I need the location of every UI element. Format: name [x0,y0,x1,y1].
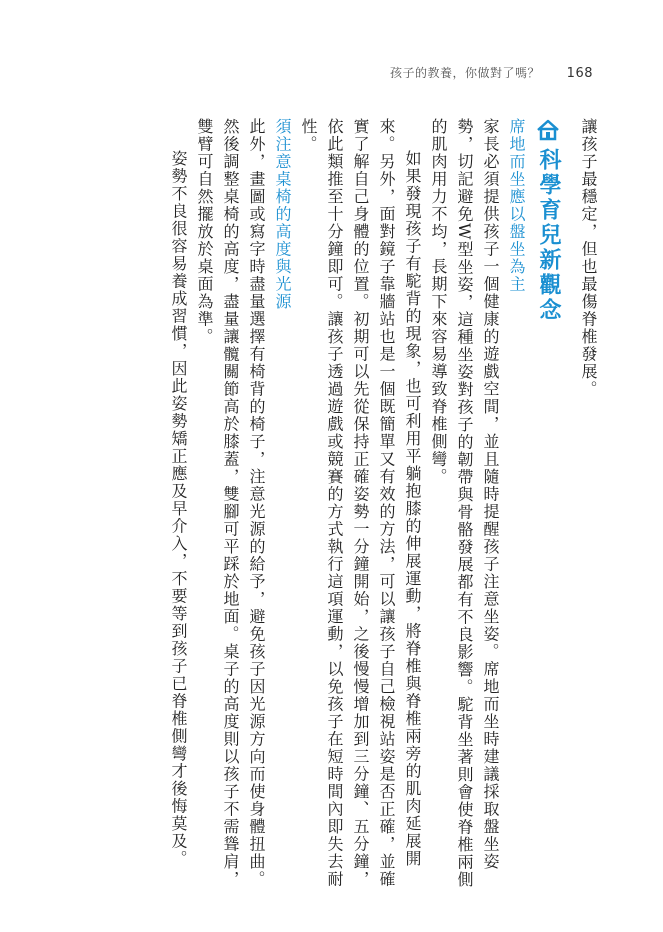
intro-paragraph: 讓孩子最穩定，但也最傷脊椎發展。 [579,118,598,398]
paragraph-sitting: 家長必須提供孩子一個健康的遊戲空間，並且隨時提醒孩子注意坐姿。席地而坐時建議採取盤坐姿勢，切記避免W型坐姿，這種坐姿對孩子的韌帶與骨骼發展都有不良影響。駝背坐著則會使脊椎兩側的肌肉用力不均，長期下來容易導致脊椎側彎。 [429,118,500,889]
section-title-text: 科學育兒新觀念 [536,148,561,323]
page-number: 168 [566,66,593,81]
page-body [56,118,601,898]
subheading-sitting: 席地而坐應以盤坐為主 [507,118,526,293]
house-icon [535,118,561,142]
page-header [390,64,593,81]
section-title [535,118,561,898]
paragraph-conclusion: 姿勢不良很容易養成習慣，因此姿勢矯正應及早介入，不要等到孩子已脊椎側彎才後悔莫及。 [169,150,188,868]
paragraph-desk-light: 此外，畫圖或寫字時盡量選擇有椅背的椅子，注意光源的給予，避免孩子因光源方向而使身體扭曲。然後調整桌椅的高度，盡量讓髖關節高於膝蓋，雙腳可平踩於地面。桌子的高度則以孩子不需聳肩，雙臂可自然擺放於桌面為準。 [195,118,266,888]
subheading-desk-light: 須注意桌椅的高度與光源 [273,118,292,311]
paragraph-hunchback: 如果發現孩子有駝背的現象，也可利用平躺抱膝的伸展運動，將脊椎與脊椎兩旁的肌肉延展開來。另外，面對鏡子靠牆站也是一個既簡單又有效的方法，可以讓孩子自己檢視站姿是否正確，並確實了解自己身體的位置。初期可以先從保持正確姿勢一分鐘開始，之後慢慢增加到三分鐘、五分鐘，依此類推至十分鐘即可。讓孩子透過遊戲或競賽的方式執行這項運動，以免孩子在短時間內即失去耐性。 [299,118,422,888]
book-title: 孩子的教養，你做對了嗎？ [390,66,541,80]
